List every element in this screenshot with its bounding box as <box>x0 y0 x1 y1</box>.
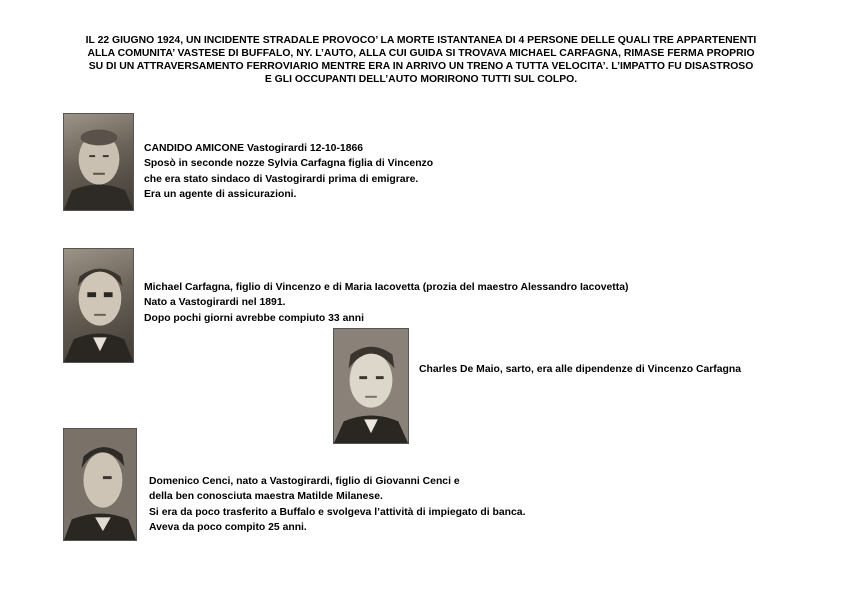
caption-line: CANDIDO AMICONE Vastogirardi 12-10-1866 <box>144 143 364 154</box>
caption-line: Dopo pochi giorni avrebbe compiuto 33 anni <box>144 312 364 324</box>
caption-line: che era stato sindaco di Vastogirardi prima di emigrare. <box>144 173 419 185</box>
portrait-charles-de-maio <box>333 328 409 444</box>
caption-line: Si era da poco trasferito a Buffalo e svolgeva l’attività di impiegato di banca. <box>149 506 526 518</box>
caption-line: Nato a Vastogirardi nel 1891. <box>144 297 286 309</box>
headline-line: IL 22 GIUGNO 1924, UN INCIDENTE STRADALE PROVOCO’ LA MORTE ISTANTANEA DI 4 PERSONE DELLE QUALI TRE APPARTENENTI <box>85 35 757 46</box>
portrait-image <box>64 249 133 362</box>
portrait-michael-carfagna <box>63 248 134 363</box>
caption-line: Michael Carfagna, figlio di Vincenzo e di Maria Iacovetta (prozia del maestro Alessandro Iacovetta) <box>144 282 629 293</box>
portrait-domenico-cenci <box>63 428 137 541</box>
caption-domenico-cenci <box>149 474 525 536</box>
caption-line: Sposò in seconde nozze Sylvia Carfagna figlia di Vincenzo <box>144 158 434 170</box>
portrait-image <box>64 114 133 210</box>
headline-line: SU DI UN ATTRAVERSAMENTO FERROVIARIO MENTRE ERA IN ARRIVO UN TRENO A TUTTA VELOCITA’. L’IMPATTO FU DISASTROSO <box>88 61 754 72</box>
caption-line: della ben conosciuta maestra Matilde Milanese. <box>149 491 383 503</box>
caption-line: Charles De Maio, sarto, era alle dipendenze di Vincenzo Carfagna <box>419 364 742 375</box>
caption-line: Domenico Cenci, nato a Vastogirardi, figlio di Giovanni Cenci e <box>149 476 460 487</box>
headline-line: E GLI OCCUPANTI DELL’AUTO MORIRONO TUTTI SUL COLPO. <box>264 74 578 85</box>
caption-michael-carfagna <box>144 280 628 326</box>
portrait-image <box>64 429 136 540</box>
caption-line: Aveva da poco compito 25 anni. <box>149 522 307 534</box>
portrait-image <box>334 329 408 443</box>
caption-line: Era un agente di assicurazioni. <box>144 189 297 201</box>
headline-block <box>18 34 824 86</box>
portrait-candido-amicone <box>63 113 134 211</box>
headline-line: ALLA COMUNITA’ VASTESE DI BUFFALO, NY. L’AUTO, ALLA CUI GUIDA SI TROVAVA MICHAEL CARFAGNA, RIMASE FERMA PROPRIO <box>87 48 755 59</box>
caption-candido-amicone <box>144 141 433 203</box>
caption-charles-de-maio <box>419 362 741 377</box>
